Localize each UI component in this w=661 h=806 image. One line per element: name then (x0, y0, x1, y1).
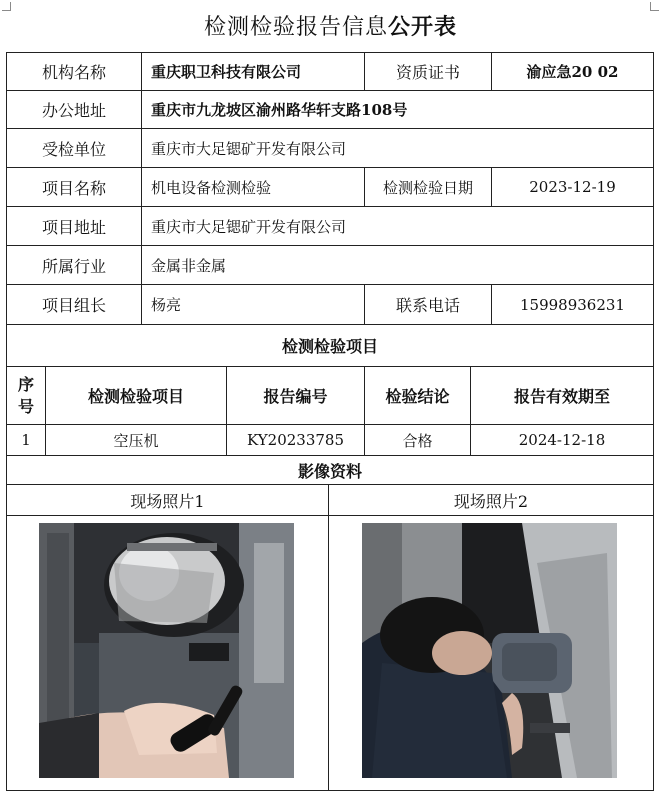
document-title (0, 10, 661, 41)
row-1-item: 空压机 (45, 424, 227, 456)
project-name-value: 机电设备检测检验 (141, 167, 365, 207)
phone-value: 15998936231 (491, 284, 654, 325)
row-1-report-no: KY20233785 (226, 424, 365, 456)
inspection-date-value: 2023-12-19 (491, 167, 654, 207)
photo-1-label: 现场照片1 (6, 484, 329, 516)
cert-label: 资质证书 (364, 52, 492, 91)
title-bold: 公开表 (388, 14, 458, 40)
photo-2-image (362, 523, 617, 778)
client-value: 重庆市大足锶矿开发有限公司 (141, 128, 654, 168)
col-header-index-text: 序号 (17, 374, 34, 416)
cert-value: 渝应急20 02 (491, 52, 654, 91)
org-name-label: 机构名称 (6, 52, 142, 91)
org-name-value: 重庆职卫科技有限公司 (141, 52, 365, 91)
title-normal: 检测检验报告信息 (203, 15, 388, 40)
client-label: 受检单位 (6, 128, 142, 168)
col-header-valid-until: 报告有效期至 (470, 366, 654, 425)
col-header-index (6, 366, 46, 425)
col-header-report-no: 报告编号 (226, 366, 365, 425)
project-name-label: 项目名称 (6, 167, 142, 207)
row-1-index: 1 (6, 424, 46, 456)
phone-label: 联系电话 (364, 284, 492, 325)
inspection-date-label: 检测检验日期 (364, 167, 492, 207)
items-section-title: 检测检验项目 (6, 324, 654, 367)
project-address-value: 重庆市大足锶矿开发有限公司 (141, 206, 654, 246)
address-value: 重庆市九龙坡区渝州路华轩支路108号 (141, 90, 654, 129)
col-header-item: 检测检验项目 (45, 366, 227, 425)
photo-2-label: 现场照片2 (328, 484, 654, 516)
leader-value: 杨亮 (141, 284, 365, 325)
col-header-conclusion: 检验结论 (364, 366, 471, 425)
photos-section-title: 影像资料 (6, 455, 654, 485)
industry-label: 所属行业 (6, 245, 142, 285)
leader-label: 项目组长 (6, 284, 142, 325)
industry-value: 金属非金属 (141, 245, 654, 285)
row-1-valid-until: 2024-12-18 (470, 424, 654, 456)
address-label: 办公地址 (6, 90, 142, 129)
project-address-label: 项目地址 (6, 206, 142, 246)
photo-1-image (39, 523, 294, 778)
row-1-conclusion: 合格 (364, 424, 471, 456)
